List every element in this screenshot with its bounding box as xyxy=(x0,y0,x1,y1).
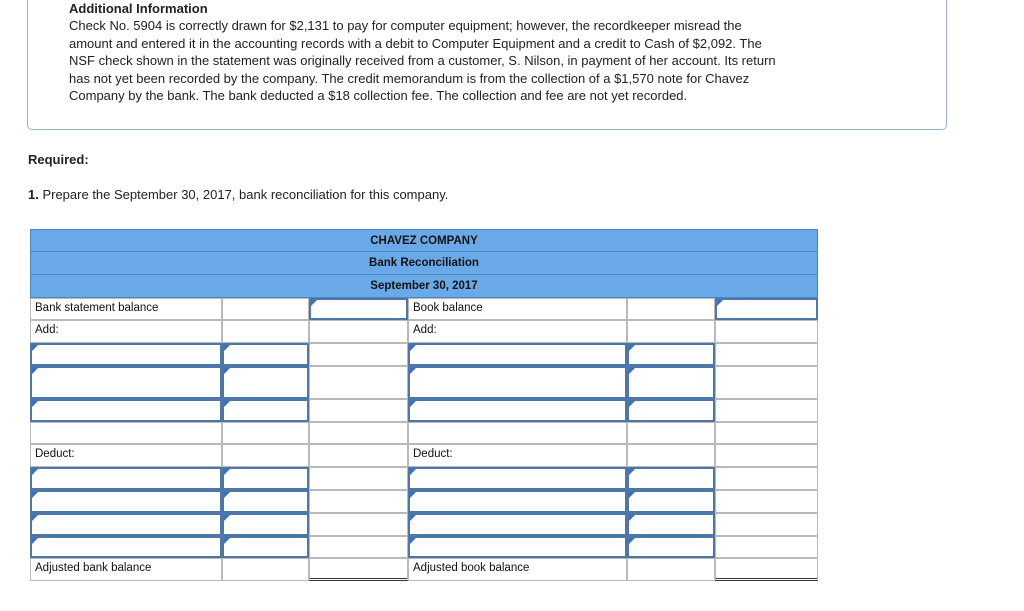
bank-deduct-amount-input[interactable] xyxy=(222,467,309,490)
date-header: September 30, 2017 xyxy=(30,275,818,298)
entry-marker-icon xyxy=(629,345,635,351)
blank-cell xyxy=(715,320,818,343)
book-deduct-label: Deduct: xyxy=(408,444,627,467)
entry-marker-icon xyxy=(629,515,635,521)
adjusted-book-balance-total xyxy=(715,558,818,581)
blank-cell xyxy=(627,558,715,581)
info-line: NSF check shown in the statement was originally received from a customer, S. Nilson, in payment of her account. Its return xyxy=(69,53,776,69)
book-balance-input[interactable] xyxy=(715,298,818,320)
blank-cell xyxy=(309,536,408,558)
book-deduct-amount-input[interactable] xyxy=(627,467,715,490)
info-line: Company by the bank. The bank deducted a $18 collection fee. The collection and fee are not yet recorded. xyxy=(69,88,688,104)
blank-cell xyxy=(309,320,408,343)
bank-deduct-description-input[interactable] xyxy=(30,513,222,536)
book-add-amount-input[interactable] xyxy=(627,366,715,399)
entry-marker-icon xyxy=(629,368,635,374)
book-balance-label: Book balance xyxy=(408,298,627,320)
adjusted-bank-balance-total xyxy=(309,558,408,581)
required-label: Required: xyxy=(28,152,89,167)
blank-cell xyxy=(715,490,818,513)
entry-marker-icon xyxy=(410,492,416,498)
entry-marker-icon xyxy=(410,401,416,407)
adjusted-book-balance-label: Adjusted book balance xyxy=(408,558,627,581)
entry-marker-icon xyxy=(224,401,230,407)
bank-deduct-label: Deduct: xyxy=(30,444,222,467)
book-deduct-amount-input[interactable] xyxy=(627,536,715,558)
bank-deduct-amount-input[interactable] xyxy=(222,536,309,558)
entry-marker-icon xyxy=(32,515,38,521)
entry-marker-icon xyxy=(717,300,723,306)
entry-marker-icon xyxy=(410,469,416,475)
blank-cell xyxy=(309,490,408,513)
blank-cell xyxy=(309,513,408,536)
entry-marker-icon xyxy=(224,538,230,544)
book-deduct-description-input[interactable] xyxy=(408,490,627,513)
blank-cell xyxy=(627,444,715,467)
bank-add-label: Add: xyxy=(30,320,222,343)
bank-add-amount-input[interactable] xyxy=(222,366,309,399)
entry-marker-icon xyxy=(629,538,635,544)
info-line: Check No. 5904 is correctly drawn for $2,131 to pay for computer equipment; however, the recordkeeper misread the xyxy=(69,18,742,33)
entry-marker-icon xyxy=(629,469,635,475)
entry-marker-icon xyxy=(410,538,416,544)
entry-marker-icon xyxy=(224,492,230,498)
entry-marker-icon xyxy=(32,492,38,498)
book-add-amount-input[interactable] xyxy=(627,343,715,366)
bank-add-amount-input[interactable] xyxy=(222,399,309,422)
entry-marker-icon xyxy=(410,515,416,521)
book-deduct-amount-input[interactable] xyxy=(627,490,715,513)
bank-add-description-input[interactable] xyxy=(30,343,222,366)
blank-cell xyxy=(715,399,818,422)
blank-cell xyxy=(30,422,222,444)
entry-marker-icon xyxy=(224,368,230,374)
info-line: has not yet been recorded by the company. The credit memorandum is from the collection of a $1,570 note for Chavez xyxy=(69,70,750,86)
bank-deduct-description-input[interactable] xyxy=(30,490,222,513)
book-add-label: Add: xyxy=(408,320,627,343)
bank-deduct-description-input[interactable] xyxy=(30,536,222,558)
entry-marker-icon xyxy=(410,345,416,351)
book-blank-cell xyxy=(627,298,715,320)
book-add-amount-input[interactable] xyxy=(627,399,715,422)
bank-add-amount-input[interactable] xyxy=(222,343,309,366)
blank-cell xyxy=(309,343,408,366)
blank-cell xyxy=(222,444,309,467)
blank-cell xyxy=(222,558,309,581)
entry-marker-icon xyxy=(32,401,38,407)
blank-cell xyxy=(715,444,818,467)
bank-deduct-description-input[interactable] xyxy=(30,467,222,490)
entry-marker-icon xyxy=(224,469,230,475)
blank-cell xyxy=(222,422,309,444)
blank-cell xyxy=(715,536,818,558)
book-add-description-input[interactable] xyxy=(408,399,627,422)
instruction-number: 1. xyxy=(28,187,39,202)
entry-marker-icon xyxy=(629,401,635,407)
book-add-total-cell xyxy=(715,422,818,444)
entry-marker-icon xyxy=(32,368,38,374)
blank-cell xyxy=(715,366,818,399)
additional-info-title: Additional Information xyxy=(69,1,208,16)
book-add-description-input[interactable] xyxy=(408,343,627,366)
book-deduct-description-input[interactable] xyxy=(408,536,627,558)
company-header: CHAVEZ COMPANY xyxy=(30,229,818,252)
additional-info-text xyxy=(69,17,919,105)
entry-marker-icon xyxy=(629,492,635,498)
blank-cell xyxy=(715,343,818,366)
book-deduct-description-input[interactable] xyxy=(408,513,627,536)
blank-cell xyxy=(309,467,408,490)
entry-marker-icon xyxy=(32,345,38,351)
bank-add-total-cell xyxy=(309,422,408,444)
entry-marker-icon xyxy=(410,368,416,374)
instruction xyxy=(28,187,448,202)
blank-cell xyxy=(715,467,818,490)
book-add-description-input[interactable] xyxy=(408,366,627,399)
bank-deduct-amount-input[interactable] xyxy=(222,490,309,513)
blank-cell xyxy=(715,513,818,536)
bank-add-description-input[interactable] xyxy=(30,366,222,399)
blank-cell xyxy=(309,444,408,467)
bank-statement-balance-label: Bank statement balance xyxy=(30,298,222,320)
title-header: Bank Reconciliation xyxy=(30,252,818,275)
bank-deduct-amount-input[interactable] xyxy=(222,513,309,536)
entry-marker-icon xyxy=(311,300,317,306)
bank-reconciliation-table xyxy=(30,229,818,581)
book-deduct-description-input[interactable] xyxy=(408,467,627,490)
entry-marker-icon xyxy=(224,345,230,351)
blank-cell xyxy=(408,422,627,444)
entry-marker-icon xyxy=(224,515,230,521)
blank-cell xyxy=(627,422,715,444)
blank-cell xyxy=(222,320,309,343)
blank-cell xyxy=(309,399,408,422)
blank-cell xyxy=(627,320,715,343)
bank-blank-cell xyxy=(222,298,309,320)
entry-marker-icon xyxy=(32,469,38,475)
bank-add-description-input[interactable] xyxy=(30,399,222,422)
book-deduct-amount-input[interactable] xyxy=(627,513,715,536)
adjusted-bank-balance-label: Adjusted bank balance xyxy=(30,558,222,581)
instruction-text: Prepare the September 30, 2017, bank reconciliation for this company. xyxy=(38,187,449,202)
entry-marker-icon xyxy=(32,538,38,544)
blank-cell xyxy=(309,366,408,399)
info-line: amount and entered it in the accounting records with a debit to Computer Equipment and a credit to Cash of $2,092. The xyxy=(69,35,762,51)
bank-statement-balance-input[interactable] xyxy=(309,298,408,320)
